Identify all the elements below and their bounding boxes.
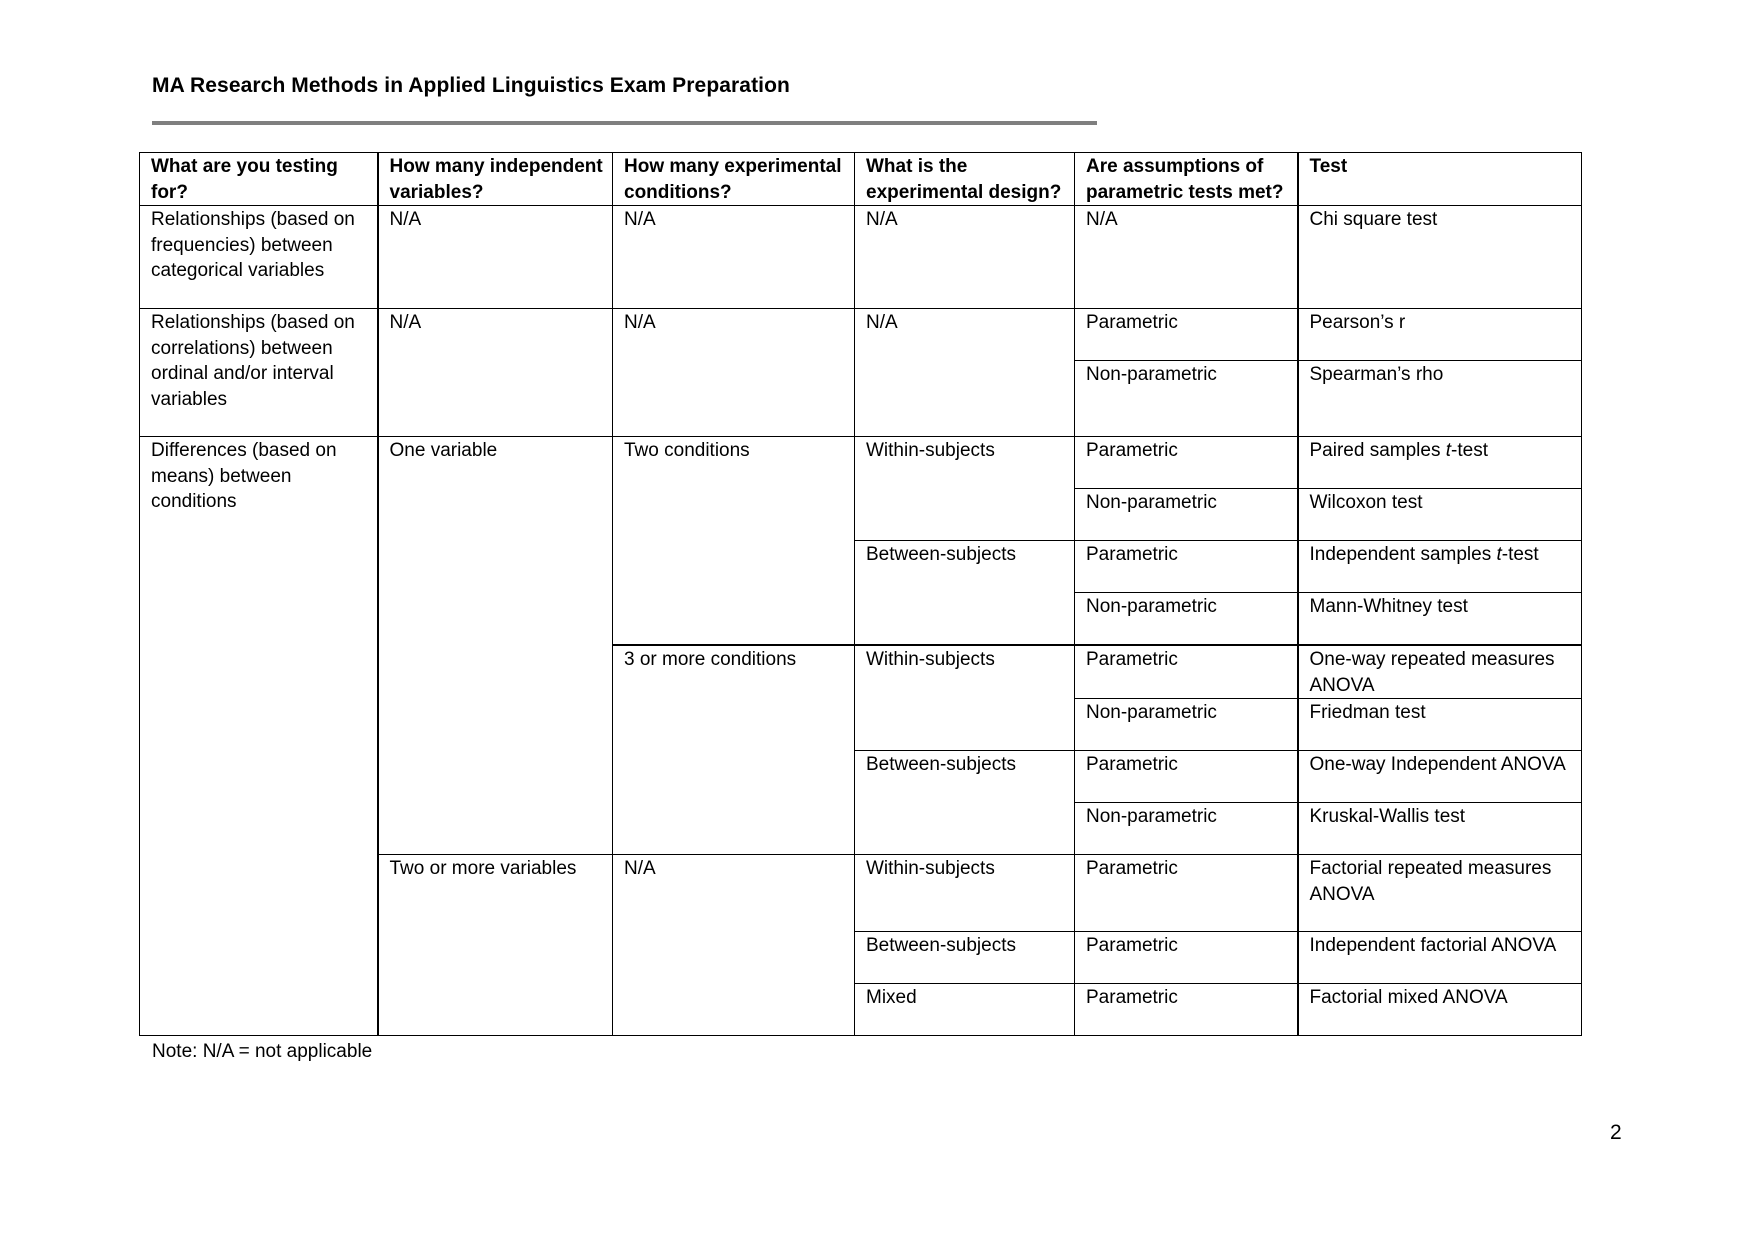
cell-testing-for: Relationships (based on frequencies) between categorical variables [140, 206, 378, 309]
cell-test: Mann-Whitney test [1298, 593, 1582, 646]
cell-design: Within-subjects [855, 855, 1075, 932]
cell-assumptions: Non-parametric [1075, 803, 1298, 855]
test-text: Paired samples [1309, 440, 1446, 461]
cell-iv: Two or more variables [378, 855, 613, 1036]
cell-iv: N/A [378, 309, 613, 437]
cell-test: Pearson’s r [1298, 309, 1582, 361]
cell-assumptions: Non-parametric [1075, 593, 1298, 646]
table-row [140, 309, 1582, 361]
table-row [140, 206, 1582, 309]
table-row [140, 437, 1582, 489]
cell-design: Within-subjects [855, 437, 1075, 541]
cell-test: Spearman’s rho [1298, 361, 1582, 437]
cell-assumptions: Parametric [1075, 645, 1298, 699]
test-text: -test [1501, 544, 1539, 565]
cell-test: Wilcoxon test [1298, 489, 1582, 541]
test-text: -test [1451, 440, 1488, 461]
cell-assumptions: Parametric [1075, 984, 1298, 1036]
cell-assumptions: Parametric [1075, 751, 1298, 803]
test-text-italic: t [1445, 440, 1452, 461]
test-text-italic: t [1496, 544, 1502, 565]
cell-assumptions: Parametric [1075, 855, 1298, 932]
cell-iv: One variable [378, 437, 613, 855]
cell-design: Mixed [855, 984, 1075, 1036]
cell-test: Kruskal-Wallis test [1298, 803, 1582, 855]
cell-testing-for: Differences (based on means) between conditions [140, 437, 378, 1036]
cell-design: Between-subjects [855, 932, 1075, 984]
cell-design: N/A [855, 309, 1075, 437]
cell-test: Factorial repeated measures ANOVA [1298, 855, 1582, 932]
cell-conditions: N/A [613, 309, 855, 437]
cell-test [1298, 437, 1582, 489]
cell-test: Independent factorial ANOVA [1298, 932, 1582, 984]
cell-test [1298, 541, 1582, 593]
cell-assumptions: Non-parametric [1075, 699, 1298, 751]
cell-testing-for: Relationships (based on correlations) between ordinal and/or interval variables [140, 309, 378, 437]
statistical-test-table [139, 152, 1582, 1036]
header-experimental-design: What is the experimental design? [855, 153, 1075, 206]
cell-assumptions: Parametric [1075, 932, 1298, 984]
cell-assumptions: Parametric [1075, 309, 1298, 361]
cell-design: N/A [855, 206, 1075, 309]
table-header-row [140, 153, 1582, 206]
title-divider [152, 121, 1097, 125]
cell-assumptions: Parametric [1075, 541, 1298, 593]
page-title: MA Research Methods in Applied Linguistics Exam Preparation [152, 74, 790, 97]
cell-iv: N/A [378, 206, 613, 309]
cell-assumptions: Parametric [1075, 437, 1298, 489]
cell-design: Within-subjects [855, 645, 1075, 751]
cell-test: One-way Independent ANOVA [1298, 751, 1582, 803]
cell-assumptions: Non-parametric [1075, 489, 1298, 541]
cell-design: Between-subjects [855, 541, 1075, 646]
header-test: Test [1298, 153, 1582, 206]
cell-design: Between-subjects [855, 751, 1075, 855]
page-number: 2 [1610, 1121, 1622, 1144]
header-parametric-assumptions: Are assumptions of parametric tests met? [1075, 153, 1298, 206]
cell-conditions: Two conditions [613, 437, 855, 646]
cell-conditions: 3 or more conditions [613, 645, 855, 855]
cell-test: One-way repeated measures ANOVA [1298, 645, 1582, 699]
cell-assumptions: Non-parametric [1075, 361, 1298, 437]
cell-test: Chi square test [1298, 206, 1582, 309]
cell-test: Friedman test [1298, 699, 1582, 751]
cell-conditions: N/A [613, 855, 855, 1036]
cell-conditions: N/A [613, 206, 855, 309]
table-note: Note: N/A = not applicable [152, 1041, 373, 1062]
header-independent-variables: How many independent variables? [378, 153, 613, 206]
cell-assumptions: N/A [1075, 206, 1298, 309]
header-experimental-conditions: How many experimental conditions? [613, 153, 855, 206]
header-testing-for: What are you testing for? [140, 153, 378, 206]
test-text: Independent samples [1309, 544, 1497, 565]
cell-test: Factorial mixed ANOVA [1298, 984, 1582, 1036]
